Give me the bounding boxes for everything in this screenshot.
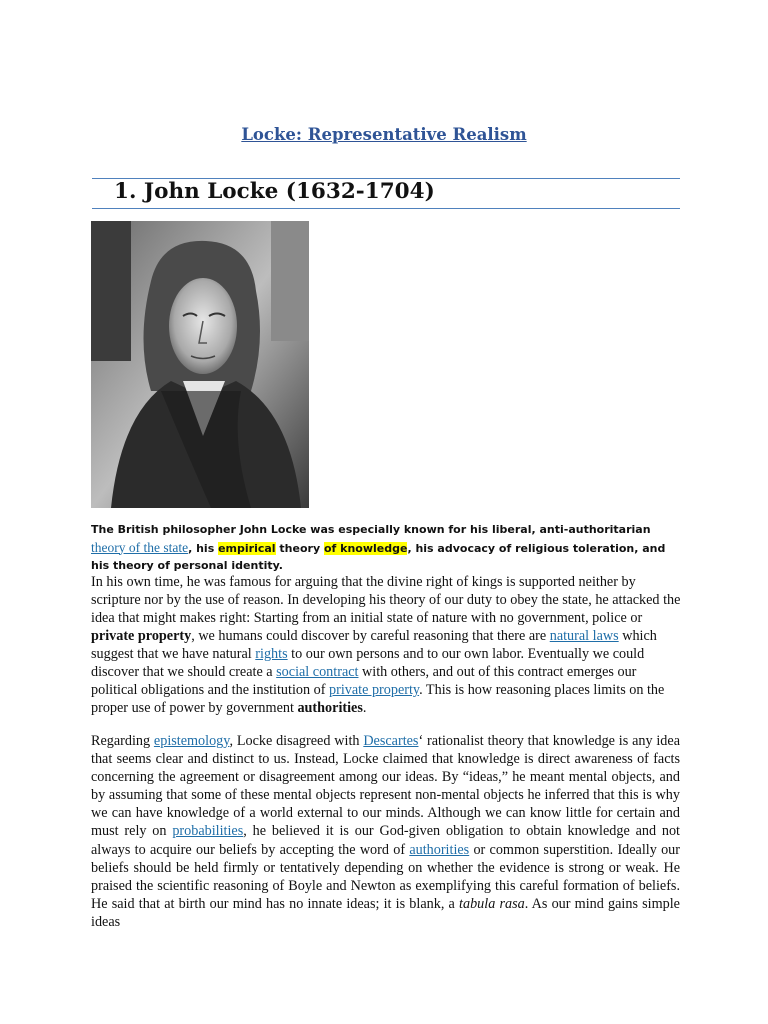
paragraph-text: which suggest that we have natural: [91, 628, 657, 662]
paragraph-text: , he believed it is our God-given obligation to obtain knowledge and not always to acquire our beliefs by accepting the word of: [91, 823, 681, 858]
caption-text: , his advocacy of religious toleration, and his theory of personal identity.: [91, 541, 666, 572]
paragraph-political-theory: [91, 573, 681, 717]
probabilities-link[interactable]: probabilities: [172, 823, 244, 840]
paragraph-text: , Locke disagreed with: [229, 733, 364, 749]
paragraph-text: . As our mind gains simple ideas: [91, 895, 680, 930]
paragraph-text: Regarding: [91, 733, 154, 749]
natural-laws-link[interactable]: natural laws: [549, 628, 619, 644]
paragraph-text: . This is how reasoning places limits on the proper use of power by government: [91, 682, 665, 716]
authorities-link[interactable]: authorities: [409, 841, 470, 858]
descartes-link[interactable]: Descartes: [363, 733, 419, 749]
rights-link[interactable]: rights: [255, 646, 288, 662]
locke-portrait-image: [91, 221, 309, 508]
paragraph-text: or common superstition. Ideally our beliefs should be held firmly or tentatively depending on whether the evidence is strong or weak. He praised the scientific reasoning of Boyle and Newton as exemplifying this careful formation of beliefs. He said that at birth our mind has no innate ideas; it is blank, a: [91, 841, 680, 912]
bold-authorities: authorities: [297, 700, 363, 716]
highlight-empirical: empirical: [218, 541, 276, 555]
epistemology-link[interactable]: epistemology: [153, 733, 230, 749]
highlight-of-knowledge: of knowledge: [323, 541, 408, 555]
paragraph-text: ‘ rationalist theory that knowledge is any idea that seems clear and distinct to us. Instead, Locke claimed that knowledge is direct awareness of facts concerning the agreement or disagreement among our ideas. By “ideas,” he meant mental objects, and by assuming that some of these mental objects represent non-mental objects he inferred that this is why we can have knowledge of a world external to our minds. Although we can know little for certain and must rely on: [91, 733, 680, 840]
portrait-caption: [91, 521, 681, 575]
private-property-link[interactable]: private property: [329, 682, 420, 698]
document-title: Locke: Representative Realism: [241, 125, 527, 144]
paragraph-text: with others, and out of this contract emerges our political obligations and the institution of: [91, 664, 637, 698]
paragraph-text: to our own persons and to our own labor. Eventually we could discover that we should create a: [91, 646, 645, 680]
theory-of-the-state-link[interactable]: theory of the state: [91, 539, 189, 555]
paragraph-epistemology: [91, 732, 680, 931]
caption-text: , his: [188, 541, 219, 555]
paragraph-text: In his own time, he was famous for arguing that the divine right of kings is supported neither by scripture nor by the use of reason. In developing his theory of our duty to obey the state, he attacked the idea that might makes right: Starting from an initial state of nature with no government, police or: [91, 574, 681, 626]
italic-tabula-rasa: tabula rasa: [459, 895, 525, 912]
paragraph-text: .: [362, 700, 367, 716]
section-heading: 1. John Locke (1632-1704): [114, 179, 435, 204]
paragraph-text: , we humans could discover by careful reasoning that there are: [191, 628, 550, 644]
social-contract-link[interactable]: social contract: [276, 664, 359, 680]
caption-text: The British philosopher John Locke was especially known for his liberal, anti-authoritarian: [91, 523, 651, 536]
bold-private-property: private property: [91, 628, 192, 644]
caption-text: theory: [275, 541, 324, 555]
heading-bottom-rule: [92, 208, 680, 209]
